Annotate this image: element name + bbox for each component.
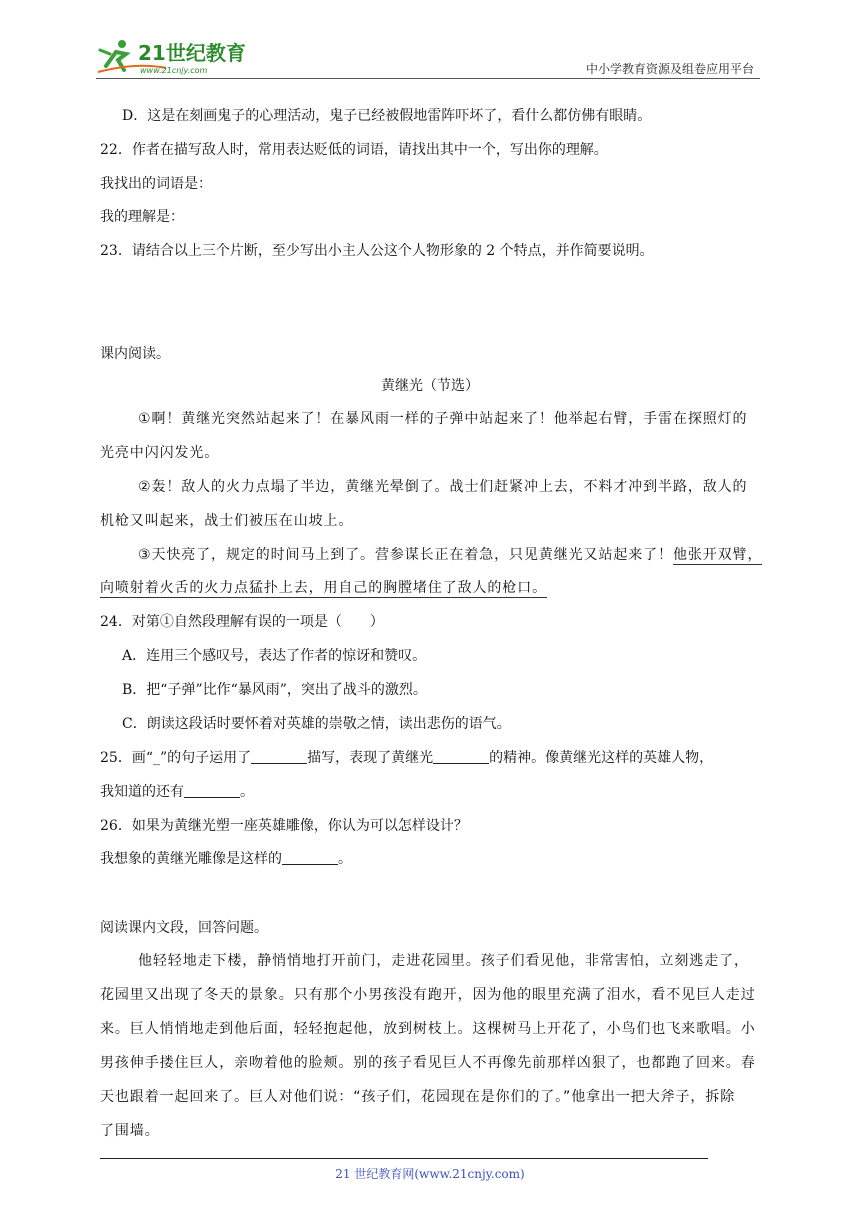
q21-option-d: D．这是在刻画鬼子的心理活动，鬼子已经被假地雷阵吓坏了，看什么都仿佛有眼睛。 [122, 108, 652, 124]
footer-link[interactable]: 21 世纪教育网(www.21cnjy.com) [335, 1167, 525, 1181]
q23-text: 23．请结合以上三个片断，至少写出小主人公这个人物形象的 2 个特点，并作简要说明。 [100, 243, 654, 259]
footer-divider [100, 1158, 708, 1159]
q26-text-b: 。 [338, 851, 352, 867]
svg-text:21世纪教育: 21世纪教育 [138, 41, 246, 65]
p2-line1: ②轰！敌人的火力点塌了半边，黄继光晕倒了。战士们赶紧冲上去，不料才冲到半路，敌人的 [138, 479, 748, 495]
p1-line1: ①啊！黄继光突然站起来了！在暴风雨一样的子弹中站起来了！他举起右臂，手雷在探照灯的 [138, 411, 748, 427]
s3-line3: 来。巨人悄悄地走到他后面，轻轻抱起他，放到树枝上。这棵树马上开花了，小鸟们也飞来歌唱。小 [100, 1021, 756, 1037]
q25-text-c: 的精神。像黄继光这样的英雄人物， [489, 750, 714, 766]
q26-answer-line [100, 849, 352, 869]
q25-text-b: 描写，表现了黄继光 [307, 750, 434, 766]
underlined-sentence-part1: 他张开双臂， [672, 547, 763, 563]
underlined-sentence-part2: 向喷射着火舌的火力点猛扑上去，用自己的胸膛堵住了敌人的枪口。 [100, 580, 547, 596]
header-divider [96, 78, 760, 79]
q25-text-d: 我知道的还有 [100, 784, 184, 800]
s3-line2: 花园里又出现了冬天的景象。只有那个小男孩没有跑开，因为他的眼里充满了泪水，看不见巨人走过 [100, 987, 756, 1003]
platform-name: 中小学教育资源及组卷应用平台 [585, 62, 754, 76]
q25-blank-3[interactable] [184, 783, 240, 798]
q22-word-label: 我找出的词语是： [100, 176, 212, 192]
page-header [96, 32, 760, 80]
q26-text-a: 我想象的黄继光雕像是这样的 [100, 851, 282, 867]
q25-line2 [100, 782, 254, 802]
section2-intro: 课内阅读。 [100, 346, 170, 362]
site-logo [96, 36, 266, 76]
q25-blank-2[interactable] [433, 749, 489, 764]
p3-line2 [100, 578, 547, 598]
q26-text: 26．如果为黄继光塑一座英雄雕像，你认为可以怎样设计？ [100, 818, 468, 834]
s3-line6: 了围墙。 [100, 1123, 160, 1139]
s3-line5: 天也跟着一起回来了。巨人对他们说：“孩子们，花园现在是你们的了。”他拿出一把大斧子，拆除 [100, 1089, 736, 1105]
q25-line1 [100, 748, 713, 768]
svg-text:www.21cnjy.com: www.21cnjy.com [140, 66, 208, 75]
q25-blank-1[interactable] [251, 749, 307, 764]
s3-line4: 男孩伸手搂住巨人，亲吻着他的脸颊。别的孩子看见巨人不再像先前那样凶狠了，也都跑了回来。春 [100, 1055, 756, 1071]
q24-option-c: C．朗读这段话时要怀着对英雄的崇敬之情，读出悲伤的语气。 [122, 716, 511, 732]
q22-understand-label: 我的理解是： [100, 209, 184, 225]
q22-text: 22．作者在描写敌人时，常用表达贬低的词语，请找出其中一个，写出你的理解。 [100, 142, 608, 158]
q25-text-e: 。 [240, 784, 254, 800]
q25-text-a: 25．画“_”的句子运用了 [100, 750, 252, 766]
q24-option-a: A．连用三个感叹号，表达了作者的惊讶和赞叹。 [122, 648, 427, 664]
p1-line2: 光亮中闪闪发光。 [100, 445, 220, 461]
q26-blank[interactable] [282, 850, 338, 865]
passage-title: 黄继光（节选） [381, 378, 479, 394]
q24-text: 24．对第①自然段理解有误的一项是（ ） [100, 614, 384, 630]
q24-option-b: B．把“子弹”比作“暴风雨”，突出了战斗的激烈。 [122, 682, 427, 698]
p3-line1-text: ③天快亮了，规定的时间马上到了。营参谋长正在着急，只见黄继光又站起来了！ [138, 547, 673, 563]
p3-line1 [138, 545, 762, 565]
s3-line1: 他轻轻地走下楼，静悄悄地打开前门，走进花园里。孩子们看见他，非常害怕，立刻逃走了， [138, 953, 749, 969]
runner-logo-icon [96, 36, 266, 76]
p2-line2: 机枪又叫起来，战士们被压在山坡上。 [100, 513, 354, 529]
section3-intro: 阅读课内文段，回答问题。 [100, 920, 268, 936]
